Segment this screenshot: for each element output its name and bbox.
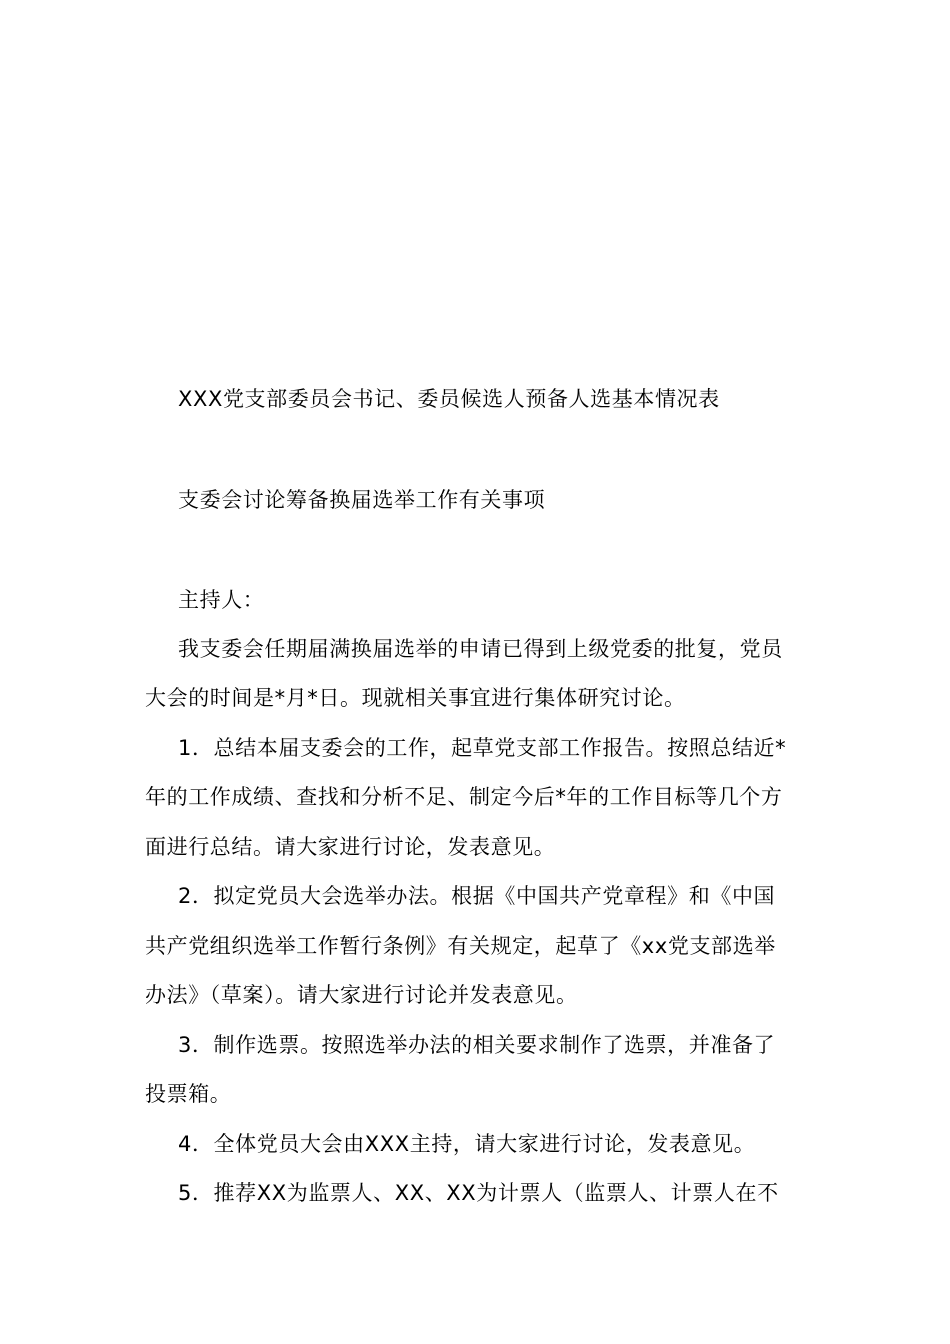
paragraph-line: 主持人： — [178, 588, 265, 612]
paragraph-line: 2．拟定党员大会选举办法。根据《中国共产党章程》和《中国 — [178, 884, 776, 908]
document-title: XXX党支部委员会书记、委员候选人预备人选基本情况表 — [178, 387, 720, 411]
paragraph-line: 4．全体党员大会由XXX主持，请大家进行讨论，发表意见。 — [178, 1132, 756, 1156]
paragraph-line: 1．总结本届支委会的工作，起草党支部工作报告。按照总结近* — [178, 736, 787, 760]
paragraph-line: 面进行总结。请大家进行讨论，发表意见。 — [145, 835, 556, 859]
paragraph-line: 我支委会任期届满换届选举的申请已得到上级党委的批复，党员 — [178, 637, 783, 661]
paragraph-line: 办法》（草案）。请大家进行讨论并发表意见。 — [145, 983, 578, 1007]
paragraph-line: 3．制作选票。按照选举办法的相关要求制作了选票，并准备了 — [178, 1033, 776, 1057]
paragraph-line: 5．推荐XX为监票人、XX、XX为计票人（监票人、计票人在不 — [178, 1181, 779, 1205]
paragraph-line: 大会的时间是*月*日。现就相关事宜进行集体研究讨论。 — [145, 686, 686, 710]
paragraph-line: 共产党组织选举工作暂行条例》有关规定，起草了《xx党支部选举 — [145, 934, 776, 958]
paragraph-line: 年的工作成绩、查找和分析不足、制定今后*年的工作目标等几个方 — [145, 785, 783, 809]
document-subtitle: 支委会讨论筹备换届选举工作有关事项 — [178, 488, 546, 512]
paragraph-line: 投票箱。 — [145, 1082, 232, 1106]
